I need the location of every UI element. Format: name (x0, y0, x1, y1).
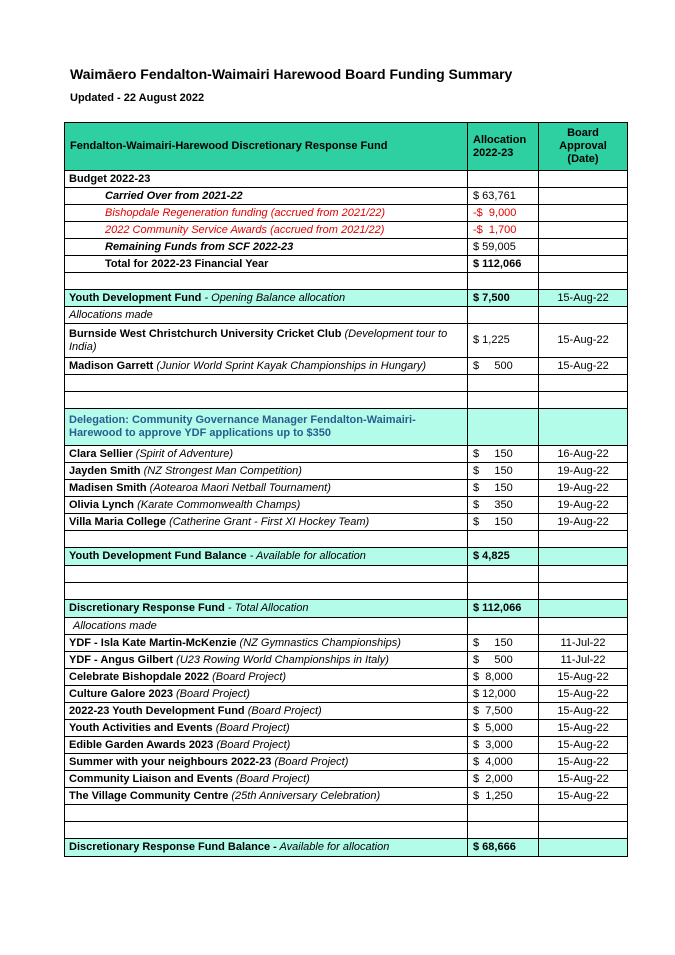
budget-heading: Budget 2022-23 (65, 171, 468, 188)
table-row: Culture Galore 2023 (Board Project) $ 12,000 15-Aug-22 (65, 686, 628, 703)
empty-row (65, 375, 628, 392)
empty-row (65, 531, 628, 548)
table-row: Madison Garrett (Junior World Sprint Kayak Championships in Hungary) $ 500 15-Aug-22 (65, 358, 628, 375)
table-row: Madisen Smith (Aotearoa Maori Netball Tournament) $ 150 19-Aug-22 (65, 480, 628, 497)
table-row: YDF - Isla Kate Martin-McKenzie (NZ Gymnastics Championships) $ 150 11-Jul-22 (65, 635, 628, 652)
ydf-heading-row: Youth Development Fund - Opening Balance allocation $ 7,500 15-Aug-22 (65, 290, 628, 307)
funding-table (64, 122, 628, 857)
empty-row (65, 583, 628, 600)
drf-allocations-label-row: Allocations made (65, 618, 628, 635)
delegation-row: Delegation: Community Governance Manager Fendalton-Waimairi-Harewood to approve YDF applications up to $350 (65, 409, 628, 446)
budget-heading-row (65, 171, 628, 188)
empty-row (65, 805, 628, 822)
ydf-allocations-label-row: Allocations made (65, 307, 628, 324)
table-row: Total for 2022-23 Financial Year $ 112,066 (65, 256, 628, 273)
table-row: Olivia Lynch (Karate Commonwealth Champs) $ 350 19-Aug-22 (65, 497, 628, 514)
table-row: Villa Maria College (Catherine Grant - First XI Hockey Team) $ 150 19-Aug-22 (65, 514, 628, 531)
table-row: YDF - Angus Gilbert (U23 Rowing World Championships in Italy) $ 500 11-Jul-22 (65, 652, 628, 669)
table-row: Bishopdale Regeneration funding (accrued from 2021/22) -$ 9,000 (65, 205, 628, 222)
header-allocation: Allocation 2022-23 (468, 123, 539, 171)
empty-row (65, 566, 628, 583)
table-row: Carried Over from 2021-22 $ 63,761 (65, 188, 628, 205)
drf-balance-row: Discretionary Response Fund Balance - Available for allocation $ 68,666 (65, 839, 628, 857)
table-row: Community Liaison and Events (Board Project) $ 2,000 15-Aug-22 (65, 771, 628, 788)
table-row: Celebrate Bishopdale 2022 (Board Project) $ 8,000 15-Aug-22 (65, 669, 628, 686)
table-row: Jayden Smith (NZ Strongest Man Competition) $ 150 19-Aug-22 (65, 463, 628, 480)
ydf-balance-row: Youth Development Fund Balance - Available for allocation $ 4,825 (65, 548, 628, 566)
table-row: Youth Activities and Events (Board Project) $ 5,000 15-Aug-22 (65, 720, 628, 737)
table-row: The Village Community Centre (25th Anniversary Celebration) $ 1,250 15-Aug-22 (65, 788, 628, 805)
header-approval: Board Approval (Date) (539, 123, 628, 171)
table-row: Clara Sellier (Spirit of Adventure) $ 150 16-Aug-22 (65, 446, 628, 463)
table-row: 2022 Community Service Awards (accrued from 2021/22) -$ 1,700 (65, 222, 628, 239)
table-row: Remaining Funds from SCF 2022-23 $ 59,005 (65, 239, 628, 256)
table-row: Edible Garden Awards 2023 (Board Project) $ 3,000 15-Aug-22 (65, 737, 628, 754)
empty-row (65, 392, 628, 409)
page-subtitle: Updated - 22 August 2022 (70, 92, 205, 104)
table-header-row (65, 123, 628, 171)
empty-row (65, 273, 628, 290)
empty-row (65, 822, 628, 839)
table-row: 2022-23 Youth Development Fund (Board Project) $ 7,500 15-Aug-22 (65, 703, 628, 720)
table-row: Burnside West Christchurch University Cricket Club (Development tour to India) $ 1,225 15-Aug-22 (65, 324, 628, 358)
page-title: Waimāero Fendalton-Waimairi Harewood Board Funding Summary (70, 66, 513, 82)
table-row: Summer with your neighbours 2022-23 (Board Project) $ 4,000 15-Aug-22 (65, 754, 628, 771)
header-fund: Fendalton-Waimairi-Harewood Discretionary Response Fund (65, 123, 468, 171)
drf-heading-row: Discretionary Response Fund - Total Allocation $ 112,066 (65, 600, 628, 618)
